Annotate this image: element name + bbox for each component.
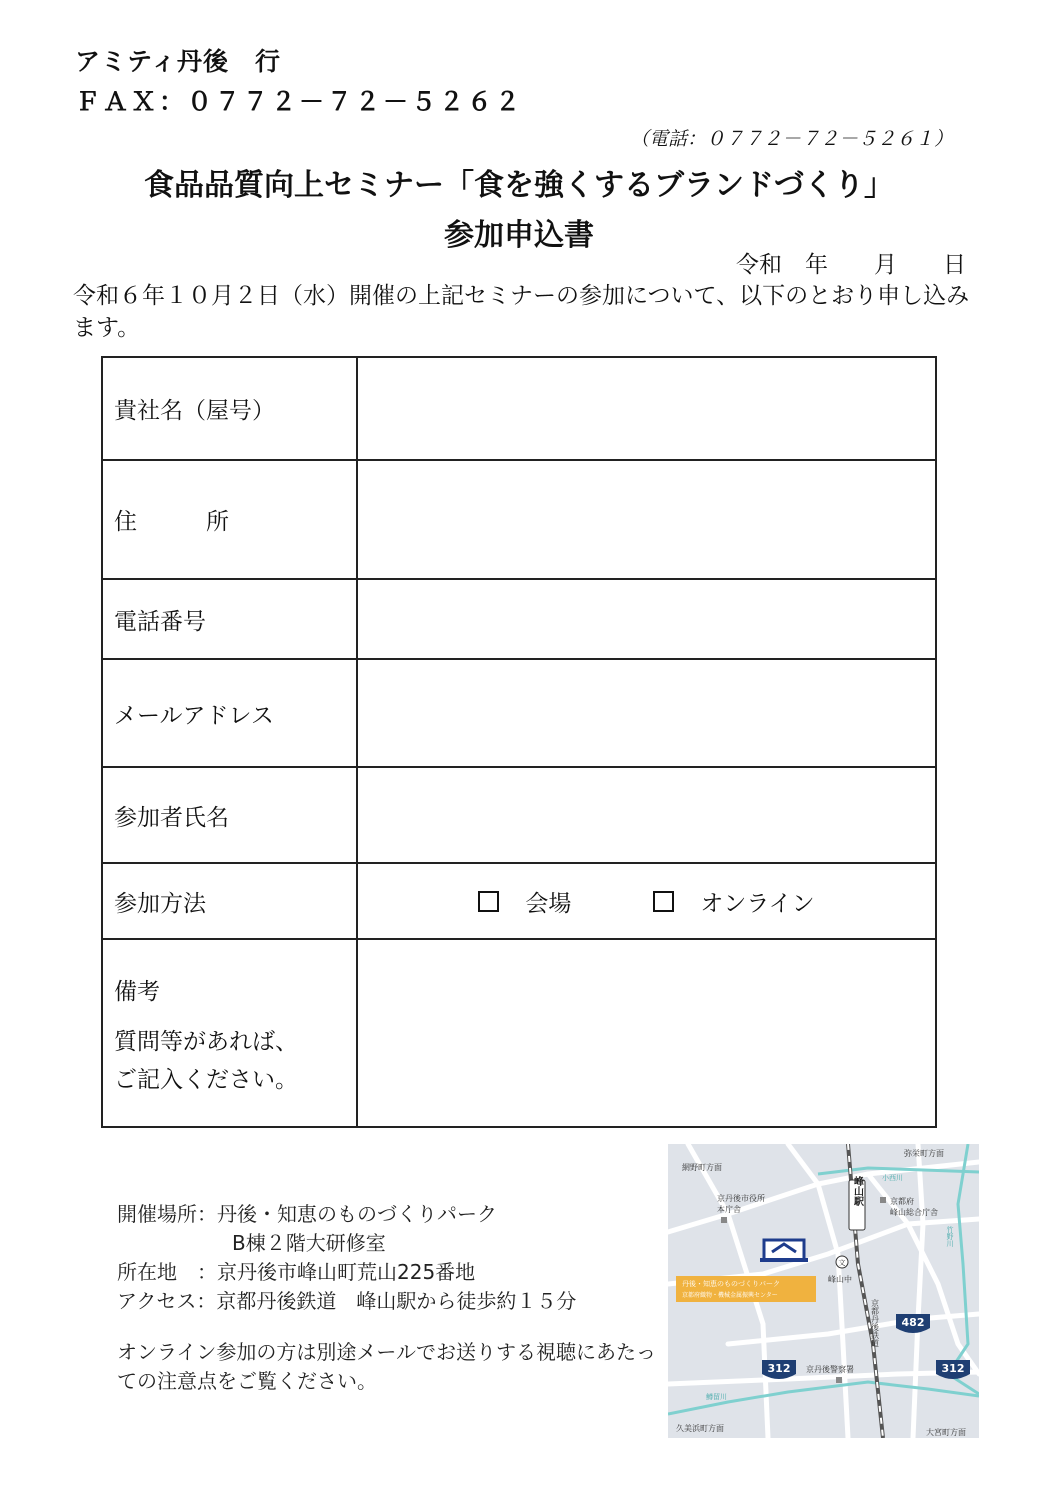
page-subtitle: 参加申込書 — [444, 218, 594, 253]
police-marker-icon — [836, 1377, 842, 1383]
address-label: 住 所 — [102, 460, 357, 579]
form-row-company — [102, 357, 936, 460]
participant-field[interactable] — [357, 767, 936, 863]
fax-number: ＦＡＸ：０７７２－７２－５２６２ — [75, 87, 524, 116]
phone-number: （電話：０７７２－７２－５２６１） — [629, 128, 953, 150]
access-map — [668, 1144, 979, 1438]
map-label-yasaka: 弥栄町方面 — [904, 1149, 944, 1158]
method-online-label: オンライン — [700, 890, 815, 917]
address-field[interactable] — [357, 460, 936, 579]
method-options — [357, 863, 936, 939]
online-note: オンライン参加の方は別途メールでお送りする視聴にあたっての注意点をご覧ください。 — [117, 1340, 656, 1393]
city-hall-marker-icon — [721, 1217, 727, 1223]
form-row-method — [102, 863, 936, 939]
map-label-pref-1: 京都府 — [890, 1197, 914, 1206]
route-482-badge — [896, 1314, 930, 1333]
venue-place-1: 丹後・知恵のものづくりパーク — [217, 1202, 497, 1226]
participant-label: 参加者氏名 — [102, 767, 357, 863]
map-label-station: 峰山駅 — [851, 1176, 863, 1206]
pref-office-marker-icon — [880, 1197, 886, 1203]
checkbox-online[interactable] — [653, 891, 674, 912]
map-label-amino: 網野町方面 — [682, 1163, 722, 1172]
park-building-icon — [760, 1240, 808, 1262]
form-row-phone — [102, 579, 936, 659]
map-label-river-3: 鱒留川 — [706, 1393, 727, 1401]
company-label: 貴社名（屋号） — [102, 357, 357, 460]
date-line: 令和 年 月 日 — [736, 252, 966, 278]
remarks-label-cell — [102, 939, 357, 1127]
map-label-police: 京丹後警察署 — [806, 1365, 854, 1374]
recipient: アミティ丹後 行 — [75, 47, 282, 76]
venue-place-2: B棟２階大研修室 — [232, 1231, 386, 1255]
method-label: 参加方法 — [102, 863, 357, 939]
map-label-omiya: 大宮町方面 — [926, 1428, 966, 1437]
map-label-kumihama: 久美浜町方面 — [676, 1424, 724, 1433]
email-label: メールアドレス — [102, 659, 357, 767]
form-row-participant — [102, 767, 936, 863]
form-row-email — [102, 659, 936, 767]
remarks-label: 備考 — [114, 979, 160, 1005]
email-field[interactable] — [357, 659, 936, 767]
route-312b-label: 312 — [941, 1362, 965, 1375]
venue-place-label: 開催場所： — [117, 1202, 217, 1226]
checkbox-venue[interactable] — [478, 891, 499, 912]
park-callout-1: 丹後・知恵のものづくりパーク — [682, 1280, 780, 1288]
route-482-label: 482 — [901, 1316, 925, 1329]
company-field[interactable] — [357, 357, 936, 460]
map-label-school: 峰山中 — [828, 1275, 852, 1284]
park-callout-2: 京都府織物・機械金属振興センター — [682, 1292, 778, 1299]
remarks-note-2: ご記入ください。 — [114, 1067, 298, 1093]
venue-access: 京都丹後鉄道 峰山駅から徒歩約１５分 — [216, 1289, 577, 1313]
route-312a-label: 312 — [767, 1362, 791, 1375]
school-symbol: 文 — [838, 1259, 846, 1267]
page-title: 食品品質向上セミナー「食を強くするブランドづくり」 — [144, 168, 894, 203]
map-label-river-2: 竹野川 — [946, 1226, 954, 1247]
map-label-city-hall-1: 京丹後市役所 — [717, 1194, 765, 1203]
method-venue-label: 会場 — [525, 890, 572, 917]
route-312b-badge — [936, 1360, 970, 1379]
application-form — [101, 356, 937, 1128]
map-label-pref-2: 峰山総合庁舎 — [890, 1208, 938, 1217]
phone-field[interactable] — [357, 579, 936, 659]
venue-access-label: アクセス： — [117, 1289, 217, 1313]
map-label-river-1: 小西川 — [882, 1174, 903, 1182]
form-row-address — [102, 460, 936, 579]
map-label-railway: 京都丹後鉄道 — [870, 1299, 880, 1347]
remarks-field[interactable] — [357, 939, 936, 1127]
venue-info — [117, 1200, 576, 1316]
form-row-remarks — [102, 939, 936, 1127]
remarks-note-1: 質問等があれば、 — [114, 1029, 298, 1055]
venue-address: 京丹後市峰山町荒山225番地 — [217, 1260, 476, 1284]
intro-text: 令和６年１０月２日（水）開催の上記セミナーの参加について、以下のとおり申し込みます。 — [73, 283, 970, 341]
route-312a-badge — [762, 1360, 796, 1379]
phone-label: 電話番号 — [102, 579, 357, 659]
map-label-city-hall-2: 本庁舎 — [717, 1205, 741, 1214]
venue-address-label: 所在地 ： — [117, 1260, 217, 1284]
